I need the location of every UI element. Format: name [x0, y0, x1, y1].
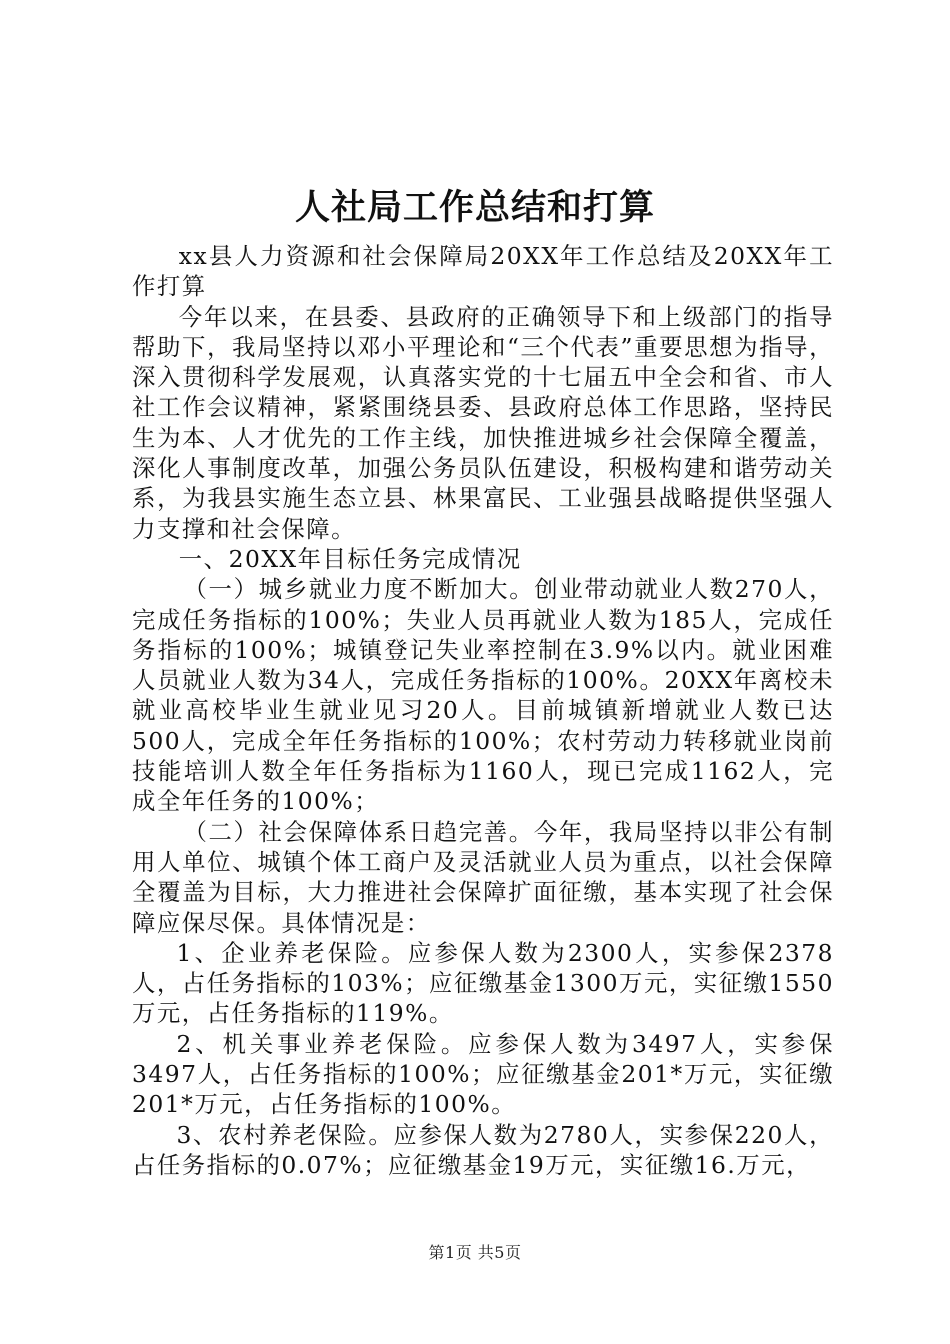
document-title: 人社局工作总结和打算	[294, 188, 655, 228]
page-footer: 第1页 共5页	[428, 1243, 522, 1262]
enterprise-pension-paragraph: 1、企业养老保险。应参保人数为2300人，实参保2378人，占任务指标的103%；应征缴基金1300万元，实征缴1550万元，占任务指标的119%。	[132, 938, 834, 1028]
subtitle-paragraph: xx县人力资源和社会保障局20XX年工作总结及20XX年工作打算	[132, 242, 834, 301]
institution-pension-paragraph: 2、机关事业养老保险。应参保人数为3497人，实参保3497人，占任务指标的100%；应征缴基金201*万元，实征缴201*万元，占任务指标的100%。	[132, 1029, 834, 1119]
social-security-paragraph: （二）社会保障体系日趋完善。今年，我局坚持以非公有制用人单位、城镇个体工商户及灵活就业人员为重点，以社会保障全覆盖为目标，大力推进社会保障扩面征缴，基本实现了社会保障应保尽保。具体情况是：	[132, 817, 834, 937]
document-body	[132, 241, 834, 1180]
section-heading: 一、20XX年目标任务完成情况	[178, 544, 522, 573]
rural-pension-paragraph: 3、农村养老保险。应参保人数为2780人，实参保220人，占任务指标的0.07%；应征缴基金19万元，实征缴16.万元，	[132, 1120, 834, 1179]
employment-paragraph: （一）城乡就业力度不断加大。创业带动就业人数270人，完成任务指标的100%；失业人员再就业人数为185人，完成任务指标的100%；城镇登记失业率控制在3.9%以内。就业困难人员就业人数为34人，完成任务指标的100%。20XX年离校未就业高校毕业生就业见习20人。目前城镇新增就业人数已达500人，完成全年任务指标的100%；农村劳动力转移就业岗前技能培训人数全年任务指标为1160人，现已完成1162人，完成全年任务的100%；	[132, 575, 834, 816]
intro-paragraph: 今年以来，在县委、县政府的正确领导下和上级部门的指导帮助下，我局坚持以邓小平理论和“三个代表”重要思想为指导，深入贯彻科学发展观，认真落实党的十七届五中全会和省、市人社工作会议精神，紧紧围绕县委、县政府总体工作思路，坚持民生为本、人才优先的工作主线，加快推进城乡社会保障全覆盖，深化人事制度改革，加强公务员队伍建设，积极构建和谐劳动关系，为我县实施生态立县、林果富民、工业强县战略提供坚强人力支撑和社会保障。	[132, 302, 834, 543]
